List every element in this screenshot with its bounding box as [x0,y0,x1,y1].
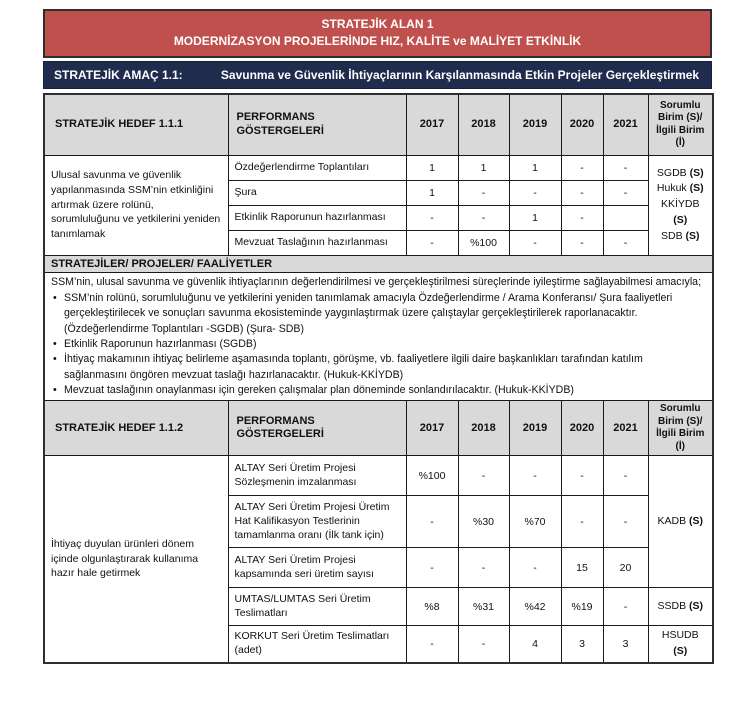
value-cell: 15 [561,548,603,588]
value-cell: %100 [406,456,458,496]
value-cell: %31 [458,588,509,626]
table2-responsible-unit-header: Sorumlu Birim (S)/ İlgili Birim (İ) [648,401,713,456]
value-cell: %19 [561,588,603,626]
value-cell: - [509,456,561,496]
value-cell: 20 [603,548,648,588]
value-cell: - [603,180,648,205]
value-cell: - [458,548,509,588]
value-cell: %42 [509,588,561,626]
strategies-body-row [44,272,713,401]
value-cell: 3 [561,626,603,663]
strategic-area-banner [43,9,712,58]
table1-year-header-2021: 2021 [603,94,648,155]
indicator-cell: Mevzuat Taslağının hazırlanması [228,230,406,255]
value-cell: - [603,230,648,255]
value-cell: - [458,205,509,230]
value-cell: - [406,548,458,588]
list-item: • İhtiyaç makamının ihtiyaç belirleme aşamasında toplantı, görüşme, vb. faaliyetlere ilgili daire başkanlıkları tarafından katılım sağlanmasını öngören mevzuat taslağı hazırlanacaktır. (Hukuk-KKİYDB) [51,352,706,383]
table-row [44,155,713,180]
indicator-cell: Özdeğerlendirme Toplantıları [228,155,406,180]
value-cell: 1 [509,205,561,230]
value-cell: - [509,180,561,205]
value-cell: - [561,205,603,230]
value-cell: - [406,205,458,230]
table2-responsible-units-cell-kadb [648,456,713,588]
value-cell: - [561,155,603,180]
table1-header-row [44,94,713,155]
table1-performance-header: PERFORMANS GÖSTERGELERİ [228,94,406,155]
table1-year-header-2017: 2017 [406,94,458,155]
indicator-cell: Şura [228,180,406,205]
indicator-cell: UMTAS/LUMTAS Seri Üretim Teslimatları [228,588,406,626]
value-cell: - [561,456,603,496]
strategic-plan-table [43,93,714,664]
table2-year-header-2021: 2021 [603,401,648,456]
table2-responsible-units-cell-hsudb [648,626,713,663]
strategies-header-row [44,255,713,272]
table2-header-row [44,401,713,456]
value-cell: - [509,548,561,588]
table1-hedef-header: STRATEJİK HEDEF 1.1.1 [44,94,228,155]
table2-hedef-header: STRATEJİK HEDEF 1.1.2 [44,401,228,456]
strategies-section-title: STRATEJİLER/ PROJELER/ FAALİYETLER [44,255,713,272]
strategic-goal-text: Savunma ve Güvenlik İhtiyaçlarının Karşılanmasında Etkin Projeler Gerçekleştirmek [220,68,700,82]
value-cell: - [406,230,458,255]
strategic-area-subtitle: MODERNİZASYON PROJELERİNDE HIZ, KALİTE ve MALİYET ETKİNLİK [173,34,582,48]
value-cell: - [561,230,603,255]
responsible-unit: KADB (S) [657,515,703,527]
table1-responsible-unit-header: Sorumlu Birim (S)/ İlgili Birim (İ) [648,94,713,155]
value-cell: 1 [406,155,458,180]
value-cell: %8 [406,588,458,626]
indicator-cell: ALTAY Seri Üretim Projesi Sözleşmenin imzalanması [228,456,406,496]
table2-year-header-2017: 2017 [406,401,458,456]
table2-year-header-2020: 2020 [561,401,603,456]
indicator-cell: Etkinlik Raporunun hazırlanması [228,205,406,230]
responsible-unit: Hukuk (S) [656,182,704,195]
value-cell: - [406,496,458,548]
strategies-bullet-list [51,291,706,399]
value-cell: %100 [458,230,509,255]
value-cell: - [603,456,648,496]
value-cell: %70 [509,496,561,548]
list-item: • SSM’nin rolünü, sorumluluğunu ve yetkilerini yeniden tanımlamak amacıyla Özdeğerlendirme / Arama Konferansı/ Şura faaliyetleri gerçekleştirilecek ve sonuçları savunma ekosisteminde yaygınlaştırmak üzere çalıştaylar gerçekleştirilerek raporlanacaktır. (Özdeğerlendirme Toplantıları -SGDB) (Şura- SDB) [51,291,706,337]
list-item: • Mevzuat taslağının onaylanması için gereken çalışmalar plan döneminde sonlandırılacaktır. (Hukuk-KKİYDB) [51,383,706,398]
table2-hedef-text: İhtiyaç duyulan ürünleri dönem içinde olgunlaştırarak kullanıma hazır hale getirmek [44,456,228,663]
value-cell: - [458,180,509,205]
responsible-unit: HSUDB (S) [661,629,699,658]
responsible-unit: KKİYDB (S) [660,198,700,226]
indicator-cell: ALTAY Seri Üretim Projesi Üretim Hat Kalifikasyon Testlerinin tamamlanma oranı (İlk tank için) [228,496,406,548]
value-cell: - [406,626,458,663]
strategic-area-title: STRATEJİK ALAN 1 [321,17,434,31]
value-cell: - [561,180,603,205]
table2-performance-header: PERFORMANS GÖSTERGELERİ [228,401,406,456]
indicator-cell: ALTAY Seri Üretim Projesi kapsamında seri üretim sayısı [228,548,406,588]
strategies-intro: SSM’nin, ulusal savunma ve güvenlik ihtiyaçlarının değerlendirilmesi ve gerçekleştirilmesi süreçlerinde iyileştirme sağlayabilmesi amacıyla; [51,275,702,288]
table1-year-header-2020: 2020 [561,94,603,155]
strategic-goal-banner [43,61,712,89]
value-cell: - [561,496,603,548]
value-cell [603,205,648,230]
strategic-goal-label: STRATEJİK AMAÇ 1.1: [54,68,183,82]
indicator-cell: KORKUT Seri Üretim Teslimatları (adet) [228,626,406,663]
strategic-plan-sheet [43,9,712,664]
value-cell: 4 [509,626,561,663]
table-row [44,456,713,496]
value-cell: - [458,456,509,496]
responsible-unit: SGDB (S) [656,166,704,179]
table2-year-header-2018: 2018 [458,401,509,456]
value-cell: - [458,626,509,663]
value-cell: - [603,588,648,626]
table1-year-header-2018: 2018 [458,94,509,155]
table2-responsible-units-cell-ssdb [648,588,713,626]
strategies-body [44,272,713,401]
responsible-unit: SSDB (S) [657,600,703,612]
table1-responsible-units-cell [648,155,713,255]
table1-year-header-2019: 2019 [509,94,561,155]
value-cell: 1 [509,155,561,180]
value-cell: 1 [406,180,458,205]
list-item: • Etkinlik Raporunun hazırlanması (SGDB) [51,337,706,352]
value-cell: - [603,496,648,548]
responsible-unit: SDB (S) [660,229,700,242]
value-cell: 1 [458,155,509,180]
table2-year-header-2019: 2019 [509,401,561,456]
value-cell: - [603,155,648,180]
value-cell: 3 [603,626,648,663]
table1-hedef-text: Ulusal savunma ve güvenlik yapılanmasında SSM’nin etkinliğini artırmak üzere rolünü, sorumluluğunu ve yetkilerini yeniden tanımlamak [44,155,228,255]
value-cell: - [509,230,561,255]
value-cell: %30 [458,496,509,548]
